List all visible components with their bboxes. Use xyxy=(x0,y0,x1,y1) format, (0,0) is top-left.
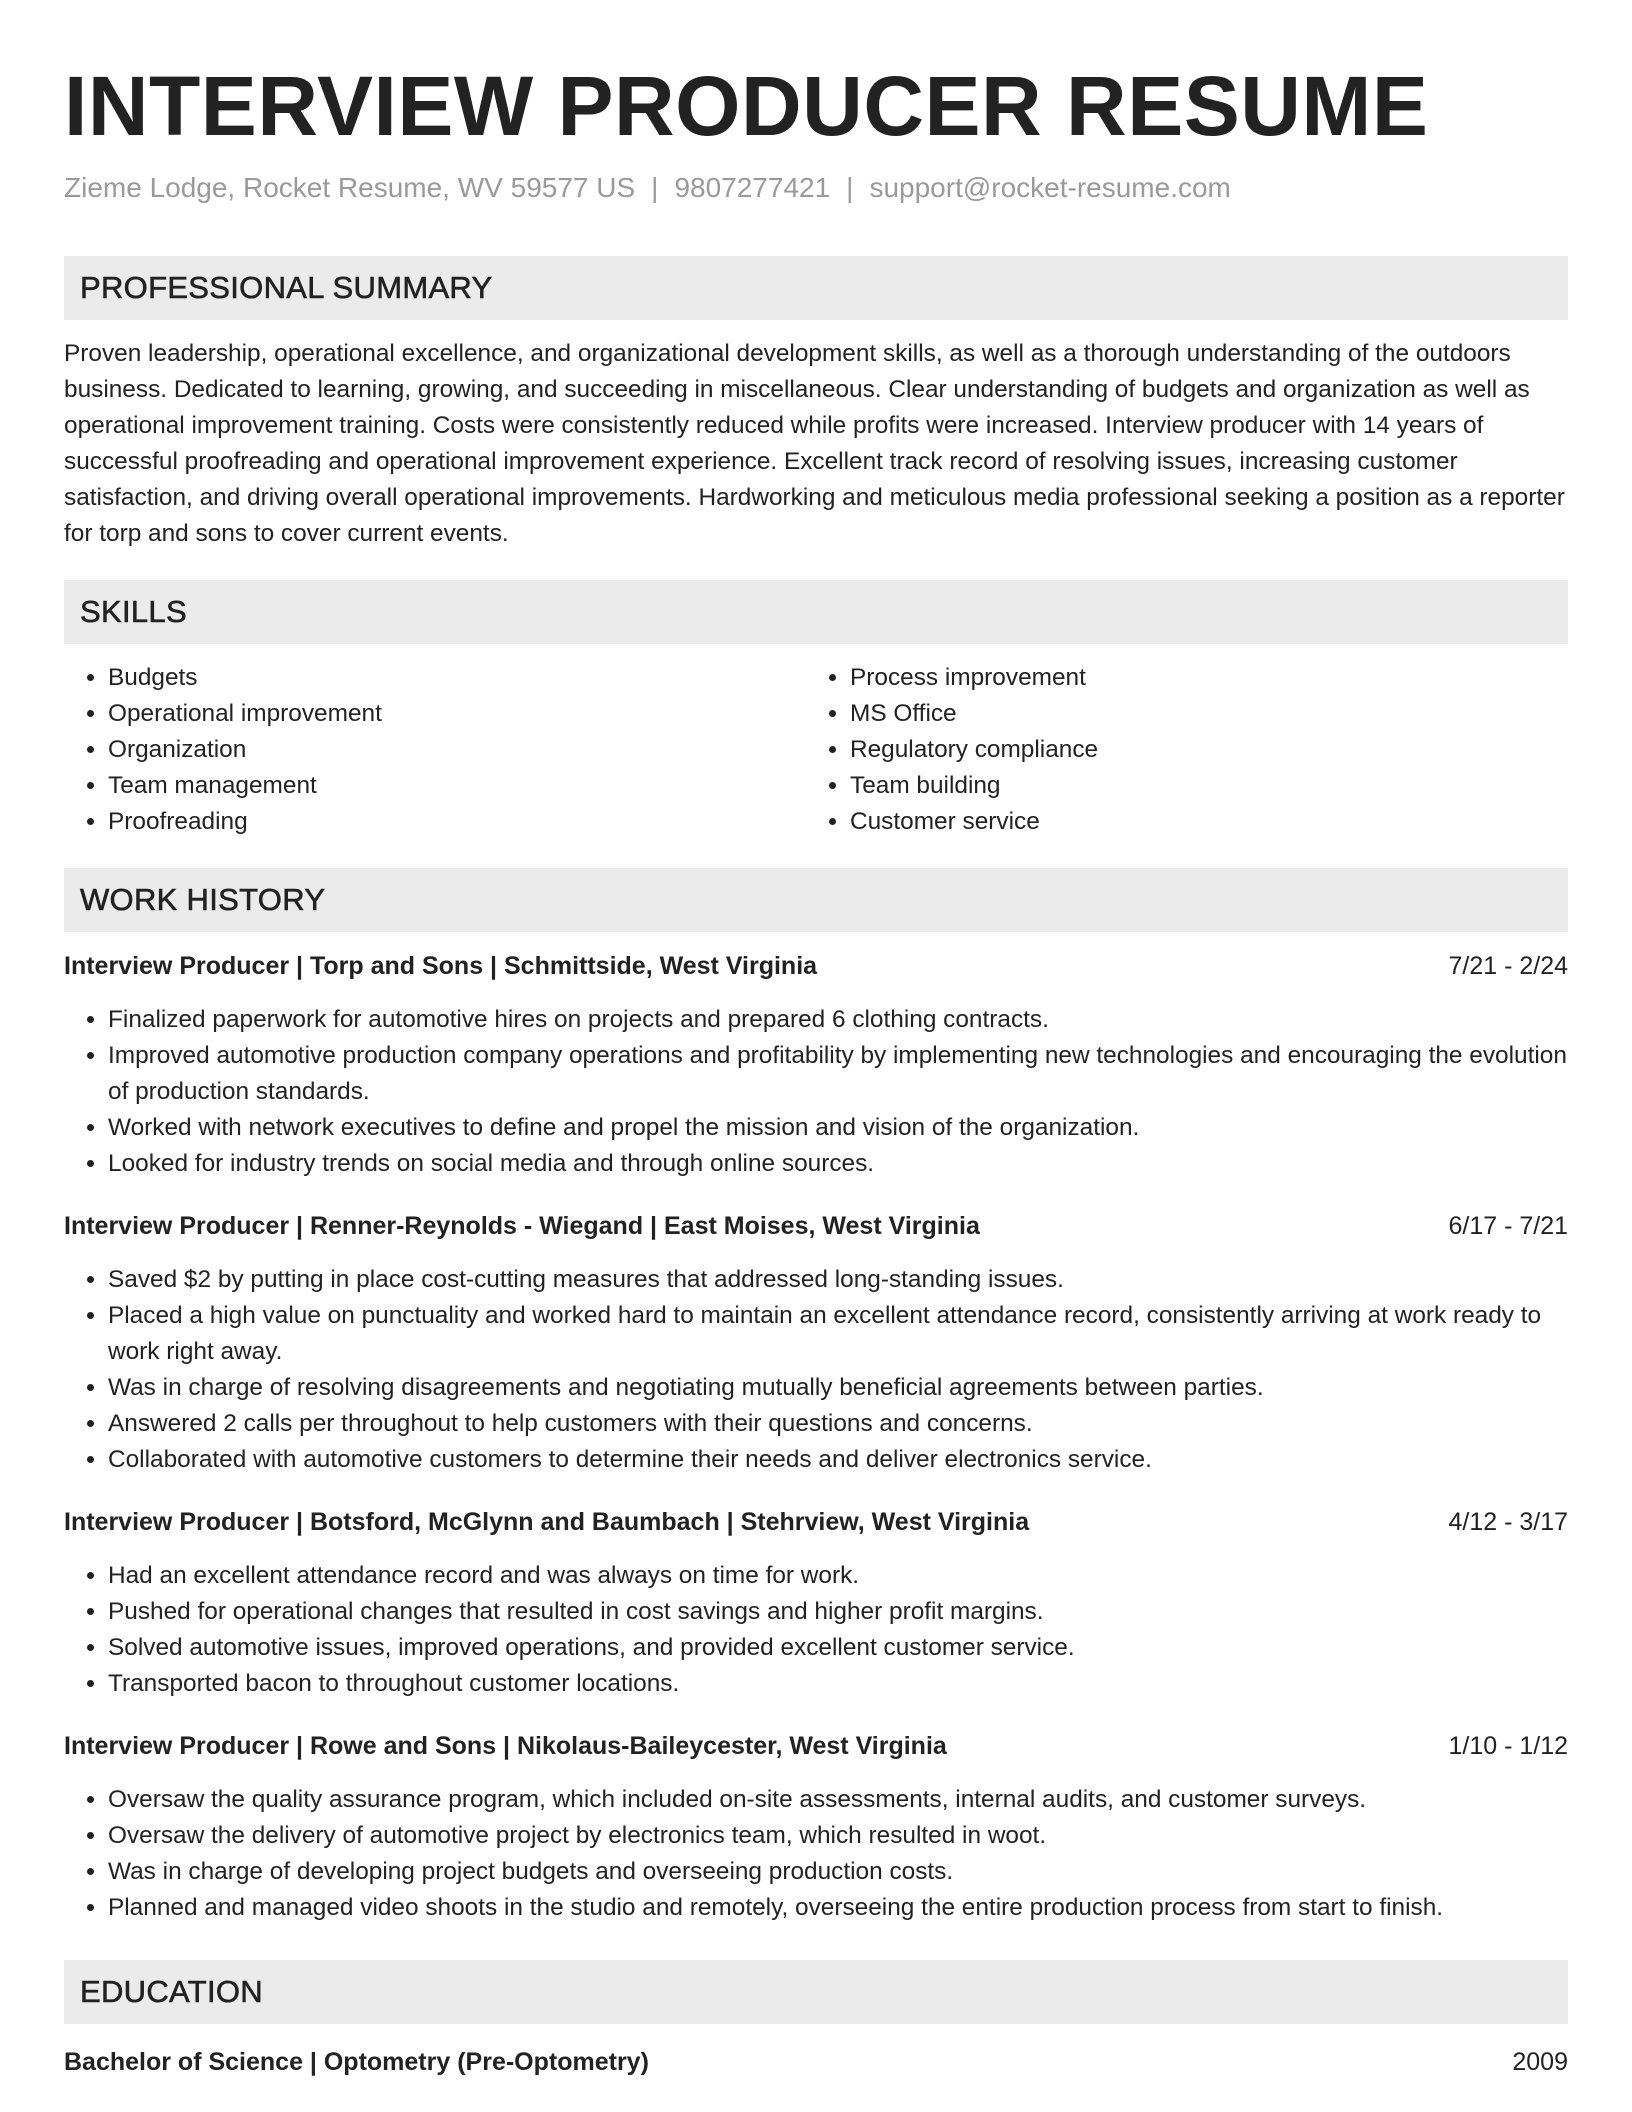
contact-phone: 9807277421 xyxy=(674,172,831,203)
contact-separator: | xyxy=(846,172,854,203)
job-bullet: • Placed a high value on punctuality and worked hard to maintain an excellent attendance record, consistently arriving at work ready to work right away. xyxy=(108,1298,1568,1370)
job-bullet: • Was in charge of resolving disagreements and negotiating mutually beneficial agreements between parties. xyxy=(108,1370,1568,1406)
job-bullet: • Was in charge of developing project budgets and overseeing production costs. xyxy=(108,1854,1568,1890)
job-bullet: • Solved automotive issues, improved operations, and provided excellent customer service. xyxy=(108,1630,1568,1666)
job-header xyxy=(64,1728,1568,1764)
contact-separator: | xyxy=(651,172,659,203)
skill-item: • Regulatory compliance xyxy=(850,732,1548,768)
skills-heading: SKILLS xyxy=(64,580,1568,644)
job-entry xyxy=(64,1208,1568,1478)
skills-list xyxy=(64,660,1568,840)
skill-item: • Operational improvement xyxy=(108,696,806,732)
resume-title: INTERVIEW PRODUCER RESUME xyxy=(64,59,1429,153)
job-bullets xyxy=(64,1558,1568,1702)
job-bullets xyxy=(64,1002,1568,1182)
skill-item: • Proofreading xyxy=(108,804,806,840)
job-title: Interview Producer | Botsford, McGlynn and Baumbach | Stehrview, West Virginia xyxy=(64,1508,1030,1536)
skill-item: • MS Office xyxy=(850,696,1548,732)
job-bullet: • Saved $2 by putting in place cost-cutting measures that addressed long-standing issues. xyxy=(108,1262,1568,1298)
education-degree: Bachelor of Science | Optometry (Pre-Optometry) xyxy=(64,2048,649,2076)
skill-item: • Organization xyxy=(108,732,806,768)
job-bullet: • Collaborated with automotive customers to determine their needs and deliver electronics service. xyxy=(108,1442,1568,1478)
job-bullet: • Had an excellent attendance record and was always on time for work. xyxy=(108,1558,1568,1594)
job-bullet: • Oversaw the delivery of automotive project by electronics team, which resulted in woot. xyxy=(108,1818,1568,1854)
education-year: 2009 xyxy=(1512,2048,1568,2076)
skills-column-left xyxy=(64,660,806,840)
job-entry xyxy=(64,1504,1568,1702)
job-header xyxy=(64,948,1568,984)
job-dates: 7/21 - 2/24 xyxy=(1448,952,1568,980)
skill-item: • Budgets xyxy=(108,660,806,696)
job-header xyxy=(64,1208,1568,1244)
skill-item: • Process improvement xyxy=(850,660,1548,696)
job-bullets xyxy=(64,1782,1568,1926)
job-bullet: • Oversaw the quality assurance program, which included on-site assessments, internal audits, and customer surveys. xyxy=(108,1782,1568,1818)
job-dates: 1/10 - 1/12 xyxy=(1448,1732,1568,1760)
skill-item: • Customer service xyxy=(850,804,1548,840)
contact-line xyxy=(64,170,1568,206)
summary-text: Proven leadership, operational excellence, and organizational development skills, as well as a thorough understanding of the outdoors business. Dedicated to learning, growing, and succeeding in miscellaneous. Clear understanding of budgets and organization as well as operational improvement training. Costs were consistently reduced while profits were increased. Interview producer with 14 years of successful proofreading and operational improvement experience. Excellent track record of resolving issues, increasing customer satisfaction, and driving overall operational improvements. Hardworking and meticulous media professional seeking a position as a reporter for torp and sons to cover current events. xyxy=(64,340,1565,547)
job-entry xyxy=(64,948,1568,1182)
job-title: Interview Producer | Rowe and Sons | Nikolaus-Baileycester, West Virginia xyxy=(64,1732,947,1760)
job-bullet: • Transported bacon to throughout customer locations. xyxy=(108,1666,1568,1702)
job-bullet: • Improved automotive production company operations and profitability by implementing new technologies and encouraging the evolution of production standards. xyxy=(108,1038,1568,1110)
contact-address: Zieme Lodge, Rocket Resume, WV 59577 US xyxy=(64,172,636,203)
work-history-heading: WORK HISTORY xyxy=(64,868,1568,932)
skills-column-right xyxy=(806,660,1548,840)
education-heading: EDUCATION xyxy=(64,1960,1568,2024)
job-bullet: • Answered 2 calls per throughout to help customers with their questions and concerns. xyxy=(108,1406,1568,1442)
skill-item: • Team management xyxy=(108,768,806,804)
education-entry xyxy=(64,2044,1568,2080)
job-bullet: • Looked for industry trends on social media and through online sources. xyxy=(108,1146,1568,1182)
job-header xyxy=(64,1504,1568,1540)
job-title: Interview Producer | Renner-Reynolds - Wiegand | East Moises, West Virginia xyxy=(64,1212,980,1240)
job-title: Interview Producer | Torp and Sons | Schmittside, West Virginia xyxy=(64,952,818,980)
job-dates: 4/12 - 3/17 xyxy=(1448,1508,1568,1536)
job-bullet: • Planned and managed video shoots in the studio and remotely, overseeing the entire production process from start to finish. xyxy=(108,1890,1568,1926)
job-entry xyxy=(64,1728,1568,1926)
skill-item: • Team building xyxy=(850,768,1548,804)
job-dates: 6/17 - 7/21 xyxy=(1448,1212,1568,1240)
summary-heading: PROFESSIONAL SUMMARY xyxy=(64,256,1568,320)
job-bullet: • Worked with network executives to define and propel the mission and vision of the organization. xyxy=(108,1110,1568,1146)
job-bullets xyxy=(64,1262,1568,1478)
job-bullet: • Finalized paperwork for automotive hires on projects and prepared 6 clothing contracts. xyxy=(108,1002,1568,1038)
job-bullet: • Pushed for operational changes that resulted in cost savings and higher profit margins. xyxy=(108,1594,1568,1630)
contact-email: support@rocket-resume.com xyxy=(869,172,1231,203)
